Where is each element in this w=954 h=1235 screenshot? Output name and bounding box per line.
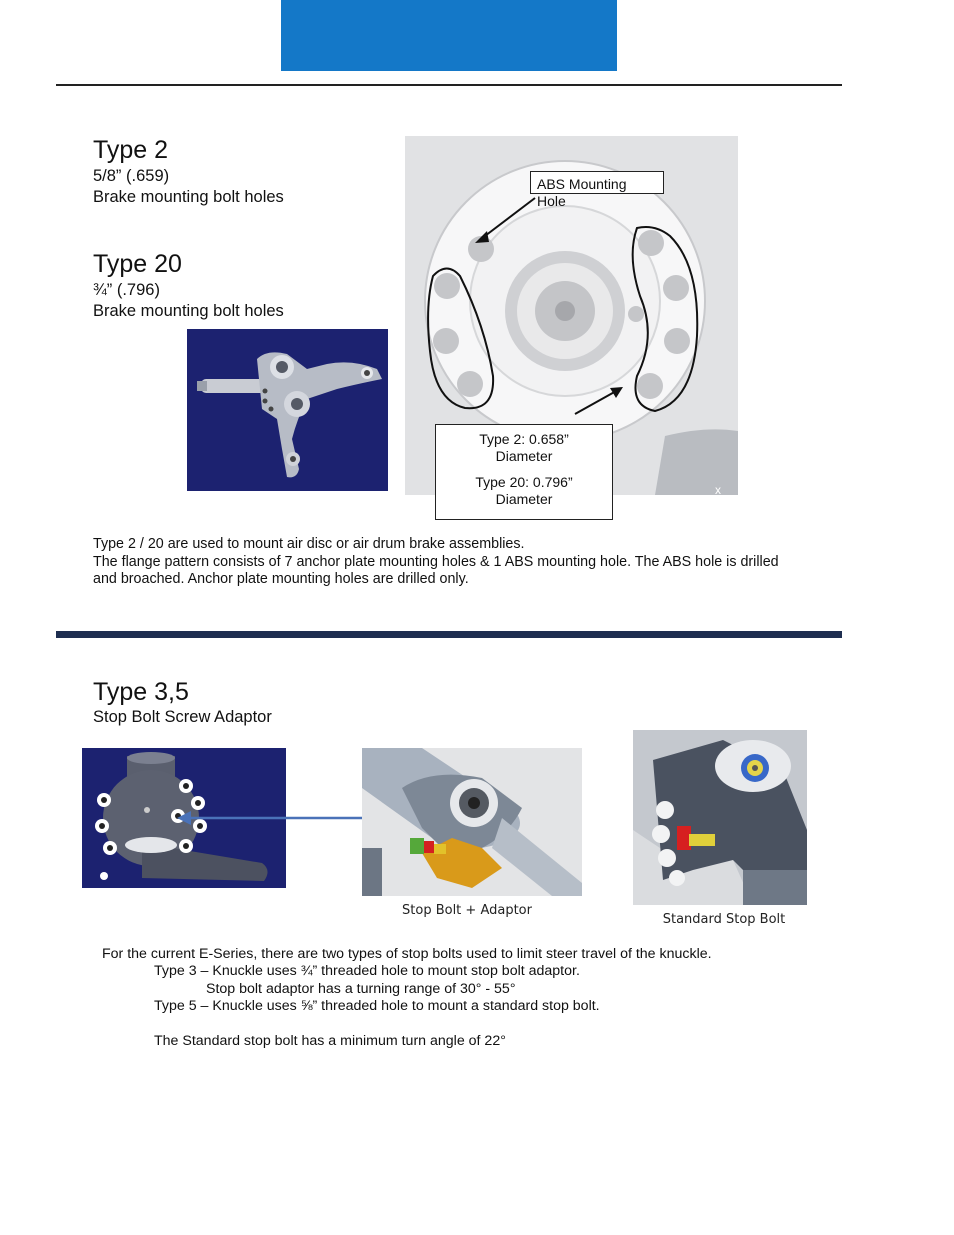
stop-bolt-adaptor-image (362, 748, 582, 896)
flange-description-line-1: Type 2 / 20 are used to mount air disc or air drum brake assemblies. (93, 536, 525, 552)
knuckle-render-image (187, 329, 388, 491)
diameter-callout-line-1: Type 2: 0.658” (479, 431, 569, 447)
diameter-callout-line-2: Diameter (495, 448, 553, 464)
type2-desc: Brake mounting bolt holes (93, 188, 284, 206)
abs-hole-callout-text: ABS Mounting Hole (537, 176, 627, 209)
type20-title: Type 20 (93, 250, 182, 278)
type20-desc: Brake mounting bolt holes (93, 302, 284, 320)
type2-size: 5/8” (.659) (93, 167, 170, 185)
header-banner (281, 0, 617, 71)
stop-bolt-line-1: For the current E-Series, there are two types of stop bolts used to limit steer travel of the knuckle. (102, 946, 712, 962)
type20-size: ¾” (.796) (93, 281, 160, 299)
caption-standard: Standard Stop Bolt (662, 912, 786, 927)
diameter-callout-line-4: Diameter (495, 491, 553, 507)
caption-adaptor: Stop Bolt + Adaptor (402, 903, 532, 918)
type35-subtitle: Stop Bolt Screw Adaptor (93, 708, 272, 726)
flange-description-line-2: The flange pattern consists of 7 anchor plate mounting holes & 1 ABS mounting hole. The ABS hole is drilled (93, 553, 779, 570)
svg-text:x: x (715, 483, 721, 495)
stop-bolt-line-5: The Standard stop bolt has a minimum turn angle of 22° (154, 1033, 506, 1049)
type35-title: Type 3,5 (93, 678, 189, 706)
flange-description (93, 536, 813, 589)
diameter-callout (435, 424, 613, 520)
abs-hole-callout (530, 171, 664, 209)
standard-stop-bolt-image (633, 730, 807, 905)
connector-arrow (175, 808, 390, 828)
flange-description-line-3: and broached. Anchor plate mounting holes are drilled only. (93, 571, 469, 587)
stop-bolt-line-2: Type 3 – Knuckle uses ¾” threaded hole to mount stop bolt adaptor. (154, 963, 580, 979)
top-divider (56, 84, 842, 86)
diameter-callout-line-3: Type 20: 0.796” (475, 474, 573, 490)
stop-bolt-line-4: Type 5 – Knuckle uses ⅝” threaded hole to mount a standard stop bolt. (154, 998, 600, 1014)
stop-bolt-line-3: Stop bolt adaptor has a turning range of 30° - 55° (206, 981, 516, 997)
type2-title: Type 2 (93, 136, 169, 164)
section-divider (56, 631, 842, 638)
